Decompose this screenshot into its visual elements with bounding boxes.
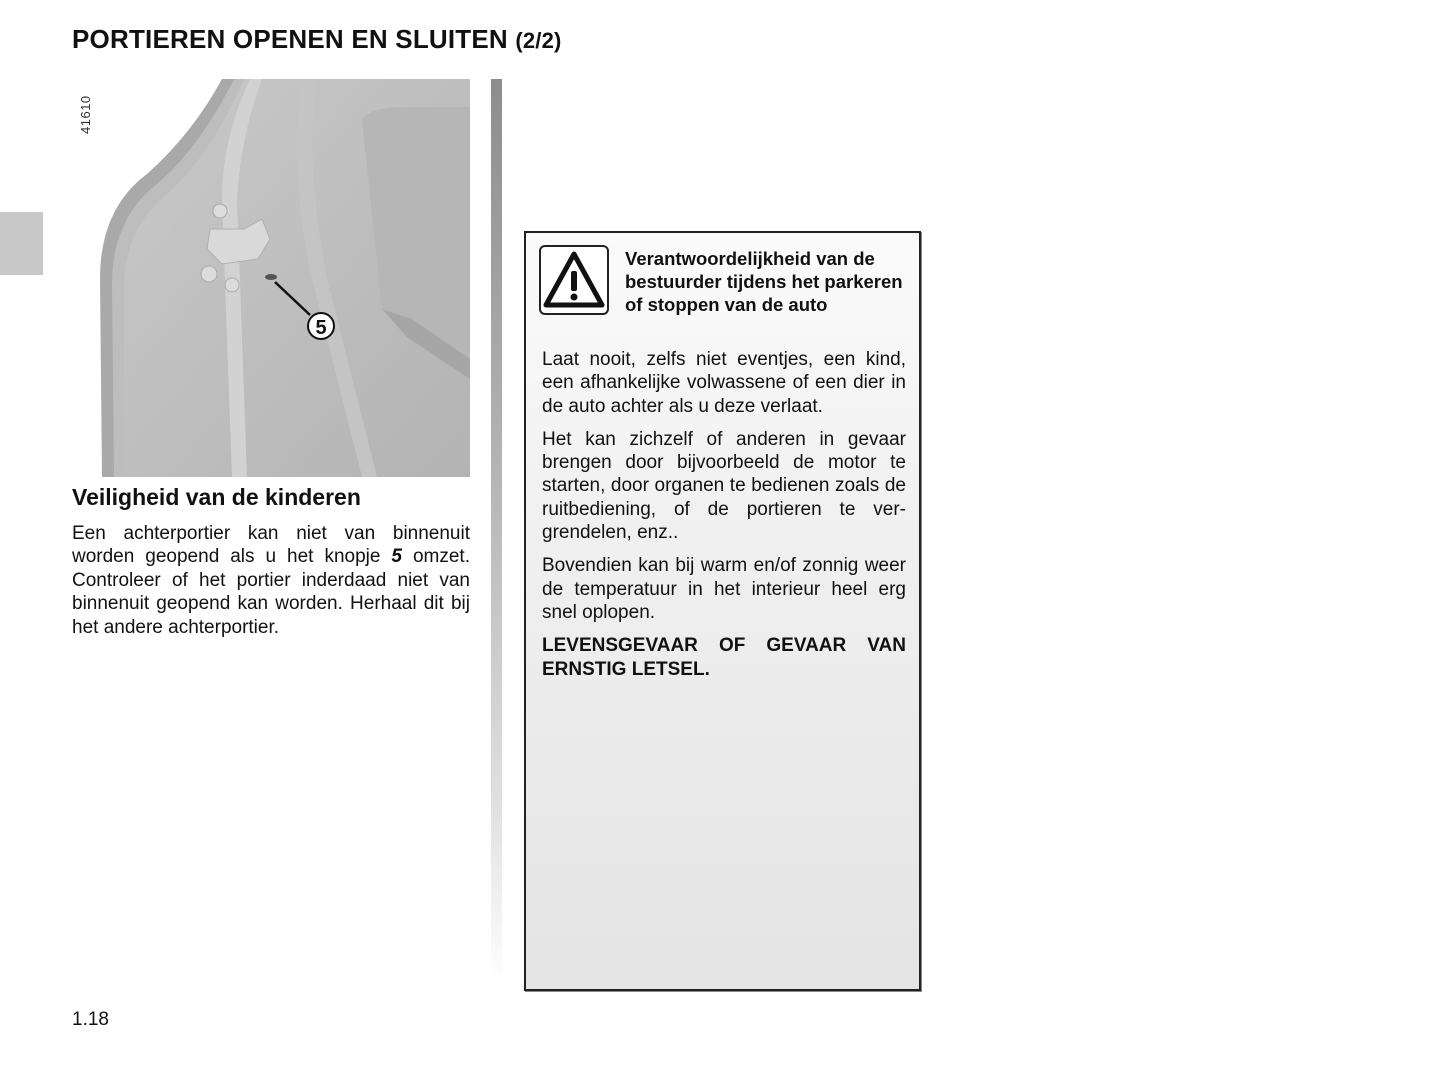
callout-reference: 5	[391, 546, 402, 568]
child-lock-knob	[265, 274, 277, 280]
page-title	[72, 24, 562, 55]
warning-paragraph: Het kan zichzelf of anderen in gevaar brengen door bijvoorbeeld de motor te starten, door organen te bedienen zoals de ruitbediening, of de portieren te ver-grendelen, enz..	[542, 428, 906, 544]
warning-paragraph: Bovendien kan bij warm en/of zonnig weer de temperatuur in het interieur heel erg snel oplopen.	[542, 555, 906, 623]
page-title-suffix: (2/2)	[515, 28, 562, 53]
section-body-text	[72, 522, 470, 639]
chapter-tab-marker	[0, 212, 43, 275]
section-heading: Veiligheid van de kinderen	[72, 484, 361, 510]
warning-title: Verantwoordelijkheid van de bestuurder tijdens het parkeren of stoppen van de auto	[625, 248, 903, 315]
body-text-part1: Een achterportier kan niet van binnenuit worden geopend als u het knopje	[72, 523, 470, 568]
column-divider	[491, 79, 502, 984]
warning-body	[542, 348, 906, 691]
page-number: 1.18	[72, 1009, 109, 1030]
warning-emphasis: LEVENSGEVAAR OF GEVAAR VAN ERNSTIG LETSEL.	[542, 635, 906, 680]
warning-box	[524, 231, 921, 991]
warning-paragraph: Laat nooit, zelfs niet eventjes, een kind, een afhankelijke volwassene of een dier in de auto achter als u deze verlaat.	[542, 349, 906, 417]
door-illustration	[72, 79, 470, 477]
door-child-lock-drawing	[72, 79, 470, 477]
warning-triangle-icon	[539, 245, 609, 315]
figure-id-number: 41610	[78, 95, 93, 134]
page-title-text: PORTIEREN OPENEN EN SLUITEN	[72, 24, 508, 54]
callout-label: 5	[315, 317, 327, 339]
body-text-part2: omzet. Controleer of het portier inderdaad niet van binnenuit geopend kan worden. Herhaal dit bij het andere achterportier.	[72, 546, 470, 638]
